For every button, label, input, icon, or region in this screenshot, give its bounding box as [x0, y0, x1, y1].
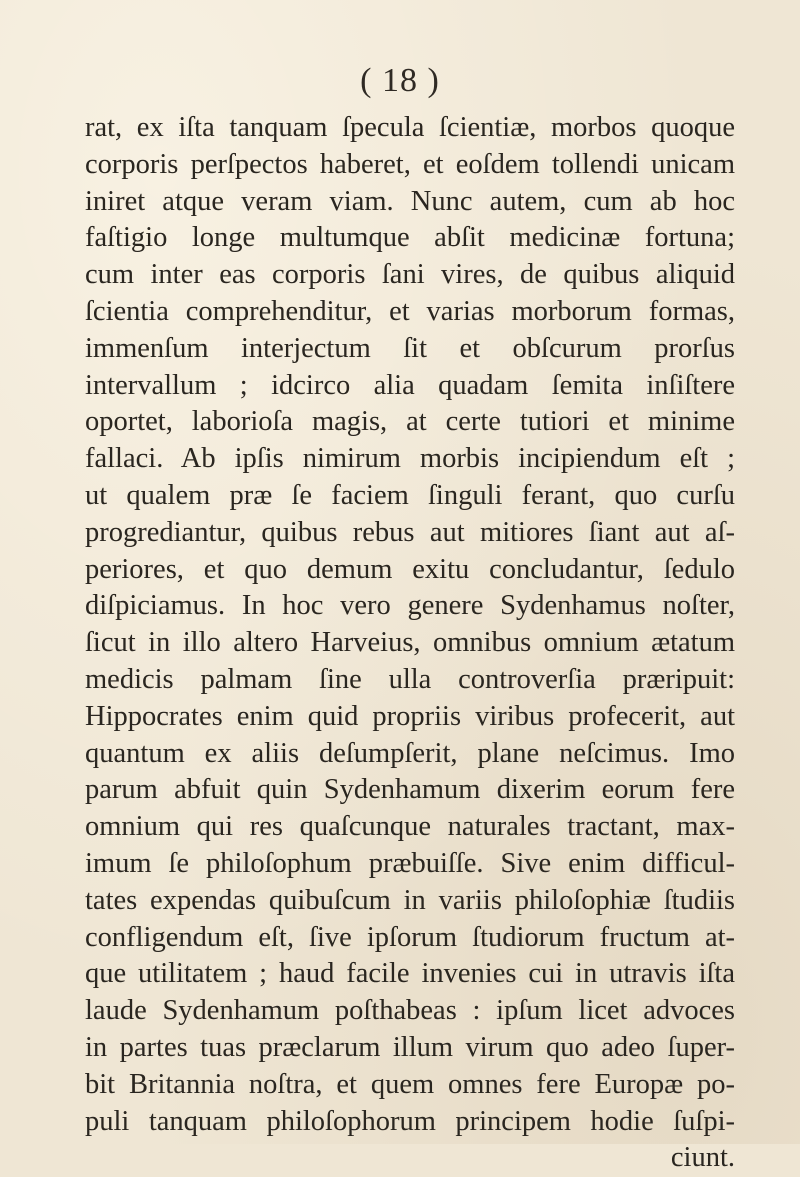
text-line: cum inter eas corporis ſani vires, de quibus aliquid: [85, 259, 735, 291]
text-line: in partes tuas præclarum illum virum quo adeo ſuper-: [85, 1031, 735, 1063]
text-line: ut qualem præ ſe faciem ſinguli ferant, quo curſu: [85, 479, 735, 511]
text-line: corporis perſpectos haberet, et eoſdem tollendi unicam: [85, 148, 735, 180]
text-line: oportet, laborioſa magis, at certe tutiori et minime: [85, 406, 735, 438]
body-text: [85, 110, 735, 1177]
text-line: laude Sydenhamum poſthabeas : ipſum licet advoces: [85, 995, 735, 1027]
text-line: parum abfuit quin Sydenhamum dixerim eorum fere: [85, 774, 735, 806]
text-line: ciunt.: [670, 1142, 735, 1174]
text-line: intervallum ; idcirco alia quadam ſemita inſiſtere: [85, 369, 735, 401]
text-line: confligendum eſt, ſive ipſorum ſtudiorum fructum at-: [85, 921, 735, 953]
text-line: periores, et quo demum exitu concludantur, ſedulo: [85, 553, 735, 585]
text-line: iniret atque veram viam. Nunc autem, cum ab hoc: [85, 185, 735, 217]
text-line: diſpiciamus. In hoc vero genere Sydenhamus noſter,: [85, 590, 735, 622]
text-line: immenſum interjectum ſit et obſcurum prorſus: [85, 332, 735, 364]
text-line: progrediantur, quibus rebus aut mitiores ſiant aut aſ-: [85, 516, 735, 548]
page-number: ( 18 ): [360, 62, 440, 99]
text-line: faſtigio longe multumque abſit medicinæ fortuna;: [85, 222, 735, 254]
text-line: fallaci. Ab ipſis nimirum morbis incipiendum eſt ;: [85, 443, 735, 475]
text-line: medicis palmam ſine ulla controverſia præripuit:: [85, 663, 735, 695]
text-line: que utilitatem ; haud facile invenies cui in utravis iſta: [85, 958, 735, 990]
text-line: puli tanquam philoſophorum principem hodie ſuſpi-: [85, 1105, 735, 1137]
text-line: imum ſe philoſophum præbuiſſe. Sive enim difficul-: [85, 847, 735, 879]
text-line: tates expendas quibuſcum in variis philoſophiæ ſtudiis: [85, 884, 735, 916]
text-line: quantum ex aliis deſumpſerit, plane neſcimus. Imo: [85, 737, 735, 769]
text-line: ſcientia comprehenditur, et varias morborum formas,: [85, 295, 735, 327]
text-line: Hippocrates enim quid propriis viribus profecerit, aut: [85, 700, 735, 732]
text-line: omnium qui res quaſcunque naturales tractant, max-: [85, 811, 735, 843]
text-line: rat, ex iſta tanquam ſpecula ſcientiæ, morbos quoque: [85, 112, 735, 143]
text-line: ſicut in illo altero Harveius, omnibus omnium ætatum: [85, 627, 735, 659]
text-line: bit Britannia noſtra, et quem omnes fere Europæ po-: [85, 1068, 735, 1100]
